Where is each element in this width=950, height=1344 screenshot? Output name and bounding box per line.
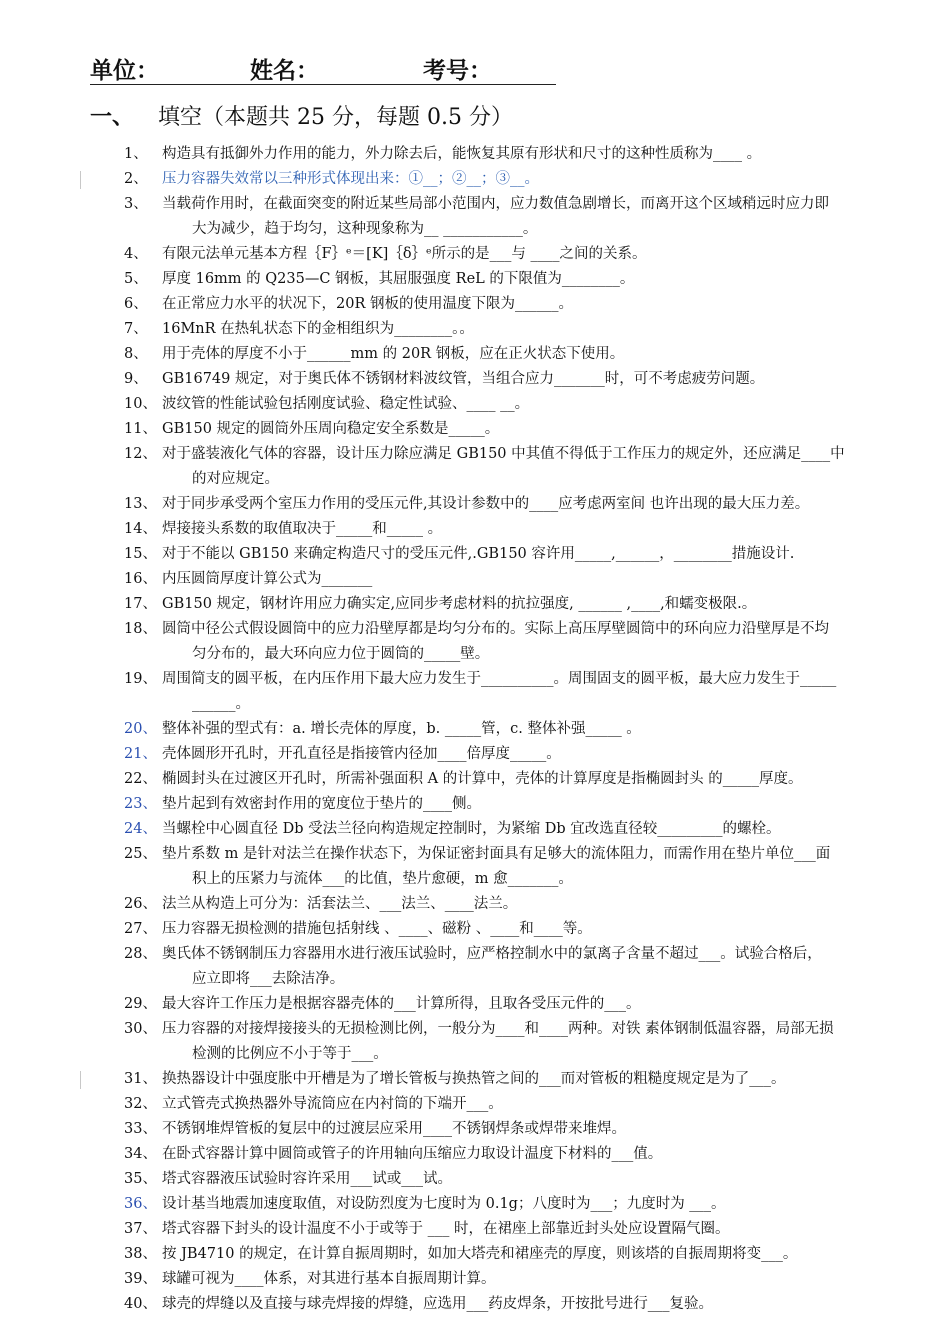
question-number: 33、: [124, 1121, 157, 1137]
question-text-continued: 积上的压紧力与流体___的比值，垫片愈硬，m 愈_______。: [192, 871, 573, 887]
question-item: [0, 517, 950, 542]
question-text: 用于壳体的厚度不小于______mm 的 20R 钢板，应在正火状态下使用。: [162, 346, 625, 362]
question-text: 压力容器的对接焊接接头的无损检测比例，一般分为____和____两种。对铁 素体钢制低温容器，局部无损: [162, 1021, 834, 1037]
question-item: [0, 917, 950, 942]
question-number: 17、: [124, 596, 157, 612]
question-text: 周围简支的圆平板，在内压作用下最大应力发生于__________。周围固支的圆平板，最大应力发生于_____: [162, 671, 837, 687]
question-number: 26、: [124, 896, 157, 912]
question-text: 最大容许工作压力是根据容器壳体的___计算所得，且取各受压元件的___。: [162, 996, 641, 1012]
question-text: 塔式容器下封头的设计温度不小于或等于 ___ 时，在裙座上部靠近封头处应设置隔气圈。: [162, 1221, 730, 1237]
question-item: [0, 492, 950, 517]
question-number: 21、: [124, 746, 157, 762]
question-text: 在卧式容器计算中圆筒或管子的许用轴向压缩应力取设计温度下材料的___值。: [162, 1146, 663, 1162]
question-item: [0, 1067, 950, 1092]
question-text: GB16749 规定，对于奥氏体不锈钢材料波纹管，当组合应力_______时，可不考虑疲劳问题。: [162, 371, 765, 387]
exam-number-label: 考号：: [423, 58, 492, 84]
question-text: 压力容器无损检测的措施包括射线 、____、磁粉 、____和____等。: [162, 921, 592, 937]
question-number: 39、: [124, 1271, 157, 1287]
question-text: 有限元法单元基本方程｛F｝ᵉ＝[K]｛δ｝ᵉ所示的是___与 ____之间的关系。: [162, 246, 647, 262]
question-number: 19、: [124, 671, 157, 687]
question-item: [0, 192, 950, 242]
question-number: 38、: [124, 1246, 157, 1262]
question-item: [0, 667, 950, 717]
question-number: 30、: [124, 1021, 157, 1037]
question-text: 壳体圆形开孔时，开孔直径是指接管内径加____倍厚度_____。: [162, 746, 561, 762]
question-item: [0, 992, 950, 1017]
question-item: [0, 292, 950, 317]
question-item: [0, 1192, 950, 1217]
question-item: [0, 267, 950, 292]
question-text: GB150 规定的圆筒外压周向稳定安全系数是_____。: [162, 421, 500, 437]
question-number: 36、: [124, 1196, 157, 1212]
question-text: 整体补强的型式有：a. 增长壳体的厚度，b. _____管，c. 整体补强_____ 。: [162, 721, 641, 737]
question-text: 不锈钢堆焊管板的复层中的过渡层应采用____不锈钢焊条或焊带来堆焊。: [162, 1121, 626, 1137]
question-item: [0, 1017, 950, 1067]
question-text: 焊接接头系数的取值取决于_____和_____ 。: [162, 521, 443, 537]
question-number: 22、: [124, 771, 157, 787]
question-item: [0, 592, 950, 617]
question-number: 29、: [124, 996, 157, 1012]
question-text: 对于盛装液化气体的容器，设计压力除应满足 GB150 中其值不得低于工作压力的规定外，还应满足____中: [162, 446, 845, 462]
question-number: 13、: [124, 496, 157, 512]
question-item: [0, 542, 950, 567]
question-text: 塔式容器液压试验时容许采用___试或___试。: [162, 1171, 452, 1187]
revision-marker: [80, 171, 81, 189]
question-text-continued: 应立即将___去除洁净。: [192, 971, 345, 987]
question-text: 垫片起到有效密封作用的宽度位于垫片的____侧。: [162, 796, 481, 812]
question-item: [0, 1142, 950, 1167]
question-text: 厚度 16mm 的 Q235—C 钢板，其屈服强度 ReL 的下限值为________。: [162, 271, 635, 287]
question-item: [0, 242, 950, 267]
question-list: [0, 142, 950, 1317]
question-text: 压力容器失效常以三种形式体现出来：①__；②__；③__。: [162, 171, 539, 187]
question-text-continued: 检测的比例应不小于等于___。: [192, 1046, 388, 1062]
question-text: 设计基当地震加速度取值，对设防烈度为七度时为 0.1g；八度时为___；九度时为 ___。: [162, 1196, 726, 1212]
question-number: 11、: [124, 421, 157, 437]
question-text: 球罐可视为____体系，对其进行基本自振周期计算。: [162, 1271, 496, 1287]
question-number: 32、: [124, 1096, 157, 1112]
question-number: 15、: [124, 546, 157, 562]
question-number: 12、: [124, 446, 157, 462]
question-text: 按 JB4710 的规定，在计算自振周期时，如加大塔壳和裙座壳的厚度，则该塔的自振周期将变___。: [162, 1246, 798, 1262]
question-text: 当螺栓中心圆直径 Db 受法兰径向构造规定控制时，为紧缩 Db 宜改选直径较_________的螺栓。: [162, 821, 781, 837]
question-number: 37、: [124, 1221, 157, 1237]
question-text: 立式管壳式换热器外导流筒应在内衬筒的下端开___。: [162, 1096, 503, 1112]
question-text: GB150 规定，钢材许用应力确实定,应同步考虑材料的抗拉强度, ______ ,____,和蠕变极限.。: [162, 596, 757, 612]
question-text: 球壳的焊缝以及直接与球壳焊接的焊缝，应选用___药皮焊条，开按批号进行___复验。: [162, 1296, 713, 1312]
question-item: [0, 1092, 950, 1117]
question-number: 5、: [124, 271, 148, 287]
revision-marker: [80, 1071, 81, 1089]
question-item: [0, 1242, 950, 1267]
question-number: 20、: [124, 721, 157, 737]
question-item: [0, 792, 950, 817]
question-item: [0, 1267, 950, 1292]
question-item: [0, 1117, 950, 1142]
question-text: 法兰从构造上可分为：活套法兰、___法兰、____法兰。: [162, 896, 518, 912]
question-item: [0, 317, 950, 342]
question-text: 换热器设计中强度胀中开槽是为了增长管板与换热管之间的___而对管板的粗糙度规定是为了___。: [162, 1071, 786, 1087]
question-item: [0, 717, 950, 742]
question-item: [0, 417, 950, 442]
question-number: 25、: [124, 846, 157, 862]
question-text: 奥氏体不锈钢制压力容器用水进行液压试验时，应严格控制水中的氯离子含量不超过___。试验合格后，: [162, 946, 822, 962]
question-item: [0, 942, 950, 992]
question-number: 28、: [124, 946, 157, 962]
question-number: 24、: [124, 821, 157, 837]
question-text: 构造具有抵御外力作用的能力，外力除去后，能恢复其原有形状和尺寸的这种性质称为____ 。: [162, 146, 762, 162]
unit-label: 单位：: [90, 58, 159, 84]
question-text: 圆筒中径公式假设圆筒中的应力沿壁厚都是均匀分布的。实际上高压厚壁圆筒中的环向应力沿壁厚是不均: [162, 621, 829, 637]
name-label: 姓名：: [250, 58, 319, 84]
section-heading: [90, 100, 513, 131]
question-text: 波纹管的性能试验包括刚度试验、稳定性试验、____ __。: [162, 396, 530, 412]
question-number: 1、: [124, 146, 148, 162]
question-number: 6、: [124, 296, 148, 312]
question-number: 31、: [124, 1071, 157, 1087]
question-text: 内压圆筒厚度计算公式为_______: [162, 571, 373, 587]
question-item: [0, 567, 950, 592]
question-item: [0, 1167, 950, 1192]
section-number: 一、: [90, 105, 135, 130]
question-item: [0, 892, 950, 917]
question-item: [0, 367, 950, 392]
question-text: 对于同步承受两个室压力作用的受压元件,其设计参数中的____应考虑两室间 也许出现的最大压力差。: [162, 496, 810, 512]
question-item: [0, 1292, 950, 1317]
question-text: 垫片系数 m 是针对法兰在操作状态下，为保证密封面具有足够大的流体阻力，而需作用在垫片单位___面: [162, 846, 831, 862]
question-item: [0, 742, 950, 767]
question-number: 7、: [124, 321, 148, 337]
question-item: [0, 817, 950, 842]
question-text-continued: 的对应规定。: [192, 471, 279, 487]
question-text: 16MnR 在热轧状态下的金相组织为________。。: [162, 321, 474, 337]
question-number: 34、: [124, 1146, 157, 1162]
question-number: 40、: [124, 1296, 157, 1312]
question-text: 在正常应力水平的状况下，20R 钢板的使用温度下限为______。: [162, 296, 573, 312]
question-item: [0, 392, 950, 417]
question-item: [0, 342, 950, 367]
question-number: 2、: [124, 171, 148, 187]
exam-header: [90, 50, 556, 85]
question-text: 椭圆封头在过渡区开孔时，所需补强面积 A 的计算中，壳体的计算厚度是指椭圆封头 的_____厚度。: [162, 771, 803, 787]
question-item: [0, 1217, 950, 1242]
question-item: [0, 842, 950, 892]
question-number: 35、: [124, 1171, 157, 1187]
question-number: 4、: [124, 246, 148, 262]
question-number: 14、: [124, 521, 157, 537]
question-number: 8、: [124, 346, 148, 362]
question-number: 18、: [124, 621, 157, 637]
question-item: [0, 617, 950, 667]
question-item: [0, 442, 950, 492]
question-number: 16、: [124, 571, 157, 587]
question-text-continued: 大为减少，趋于均匀，这种现象称为__ ___________。: [192, 221, 538, 237]
question-number: 10、: [124, 396, 157, 412]
question-text-continued: 匀分布的，最大环向应力位于圆筒的_____壁。: [192, 646, 490, 662]
question-item: [0, 767, 950, 792]
question-item: [0, 167, 950, 192]
section-title: 填空（本题共 25 分，每题 0.5 分）: [158, 105, 513, 130]
question-number: 3、: [124, 196, 148, 212]
question-text: 当载荷作用时，在截面突变的附近某些局部小范围内，应力数值急剧增长，而离开这个区域稍远时应力即: [162, 196, 829, 212]
question-text: 对于不能以 GB150 来确定构造尺寸的受压元件,.GB150 容许用_____,______，________措施设计.: [162, 546, 795, 562]
question-number: 27、: [124, 921, 157, 937]
question-item: [0, 142, 950, 167]
question-number: 23、: [124, 796, 157, 812]
question-text-continued: ______。: [192, 696, 250, 712]
question-number: 9、: [124, 371, 148, 387]
